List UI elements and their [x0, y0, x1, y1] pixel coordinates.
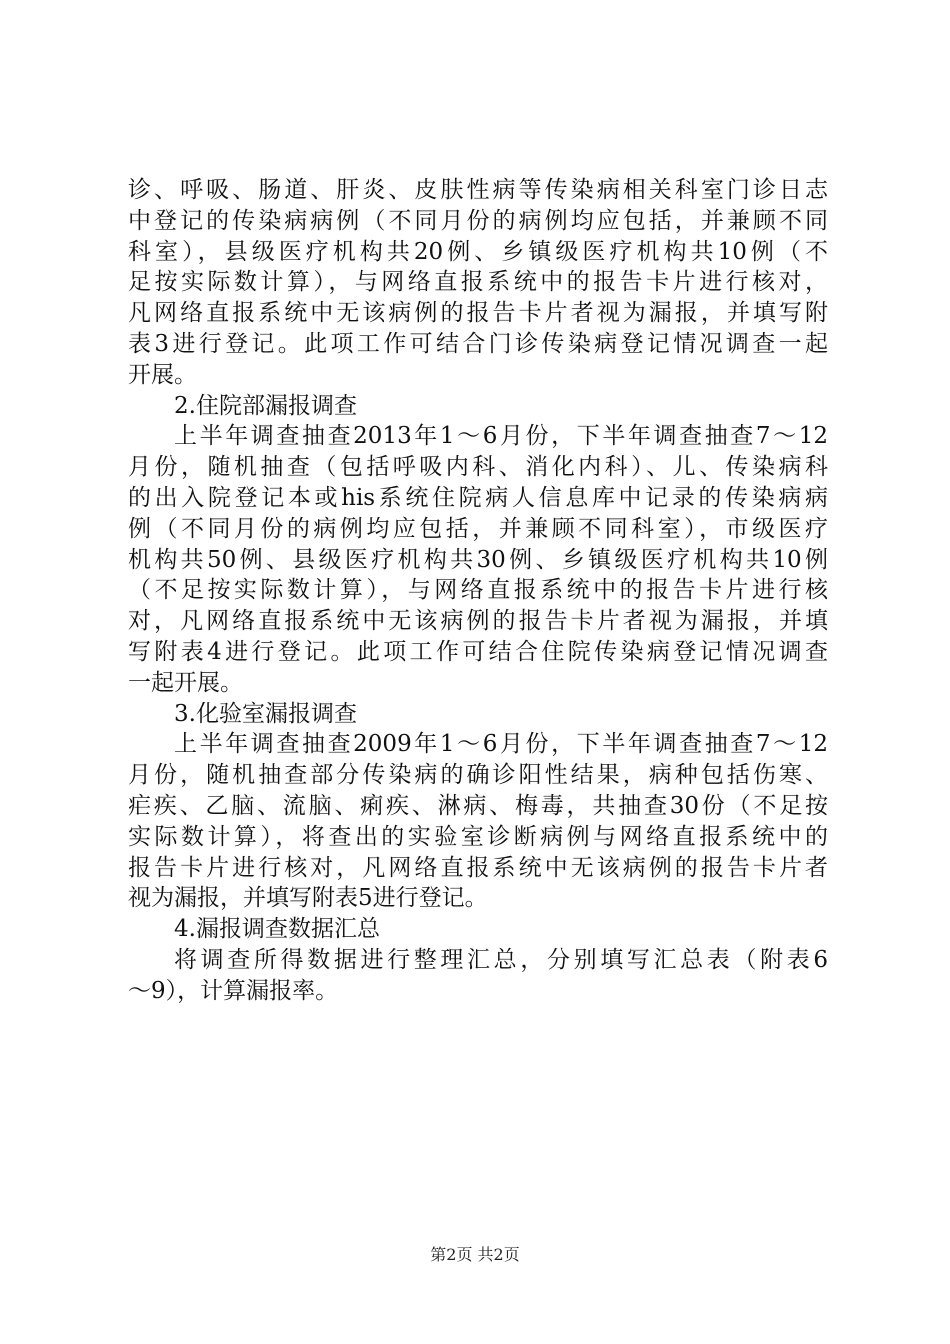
body-line: 视为漏报，并填写附表5进行登记。 [128, 885, 488, 912]
body-line: 报告卡片进行核对，凡网络直报系统中无该病例的报告卡片者 [128, 854, 828, 881]
body-line: （不足按实际数计算），与网络直报系统中的报告卡片进行核 [128, 577, 828, 604]
body-line: 中登记的传染病病例（不同月份的病例均应包括，并兼顾不同 [128, 207, 828, 234]
body-line: 科室），县级医疗机构共20例、乡镇级医疗机构共10例（不 [128, 238, 828, 265]
body-line: ～9），计算漏报率。 [128, 977, 339, 1004]
body-line: 例（不同月份的病例均应包括，并兼顾不同科室），市级医疗 [128, 515, 828, 542]
body-line: 月份，随机抽查（包括呼吸内科、消化内科）、儿、传染病科 [128, 454, 828, 481]
body-line: 疟疾、乙脑、流脑、痢疾、淋病、梅毒，共抽查30份（不足按 [128, 792, 828, 819]
body-line: 写附表4进行登记。此项工作可结合住院传染病登记情况调查 [128, 638, 828, 665]
body-line: 实际数计算），将查出的实验室诊断病例与网络直报系统中的 [128, 823, 828, 850]
body-line: 表3进行登记。此项工作可结合门诊传染病登记情况调查一起 [128, 330, 828, 357]
body-line: 开展。 [128, 361, 197, 388]
body-line: 凡网络直报系统中无该病例的报告卡片者视为漏报，并填写附 [128, 300, 828, 327]
page-number-footer: 第2页 共2页 [430, 1245, 520, 1264]
body-line: 一起开展。 [128, 669, 243, 696]
body-line: 上半年调查抽查2013年1～6月份，下半年调查抽查7～12 [174, 423, 828, 450]
section-heading-inpatient: 2.住院部漏报调查 [174, 392, 357, 419]
body-line: 月份，随机抽查部分传染病的确诊阳性结果，病种包括伤寒、 [128, 762, 828, 789]
body-line: 上半年调查抽查2009年1～6月份，下半年调查抽查7～12 [174, 731, 828, 758]
body-line: 对，凡网络直报系统中无该病例的报告卡片者视为漏报，并填 [128, 608, 828, 635]
body-line: 机构共50例、县级医疗机构共30例、乡镇级医疗机构共10例 [128, 546, 828, 573]
body-line: 的出入院登记本或his系统住院病人信息库中记录的传染病病 [128, 484, 828, 511]
body-line: 诊、呼吸、肠道、肝炎、皮肤性病等传染病相关科室门诊日志 [128, 177, 828, 203]
section-heading-summary: 4.漏报调查数据汇总 [174, 916, 380, 943]
section-heading-laboratory: 3.化验室漏报调查 [174, 700, 357, 727]
body-line: 将调查所得数据进行整理汇总，分别填写汇总表（附表6 [174, 946, 828, 973]
document-body [128, 175, 828, 1007]
body-line: 足按实际数计算），与网络直报系统中的报告卡片进行核对， [128, 269, 828, 296]
